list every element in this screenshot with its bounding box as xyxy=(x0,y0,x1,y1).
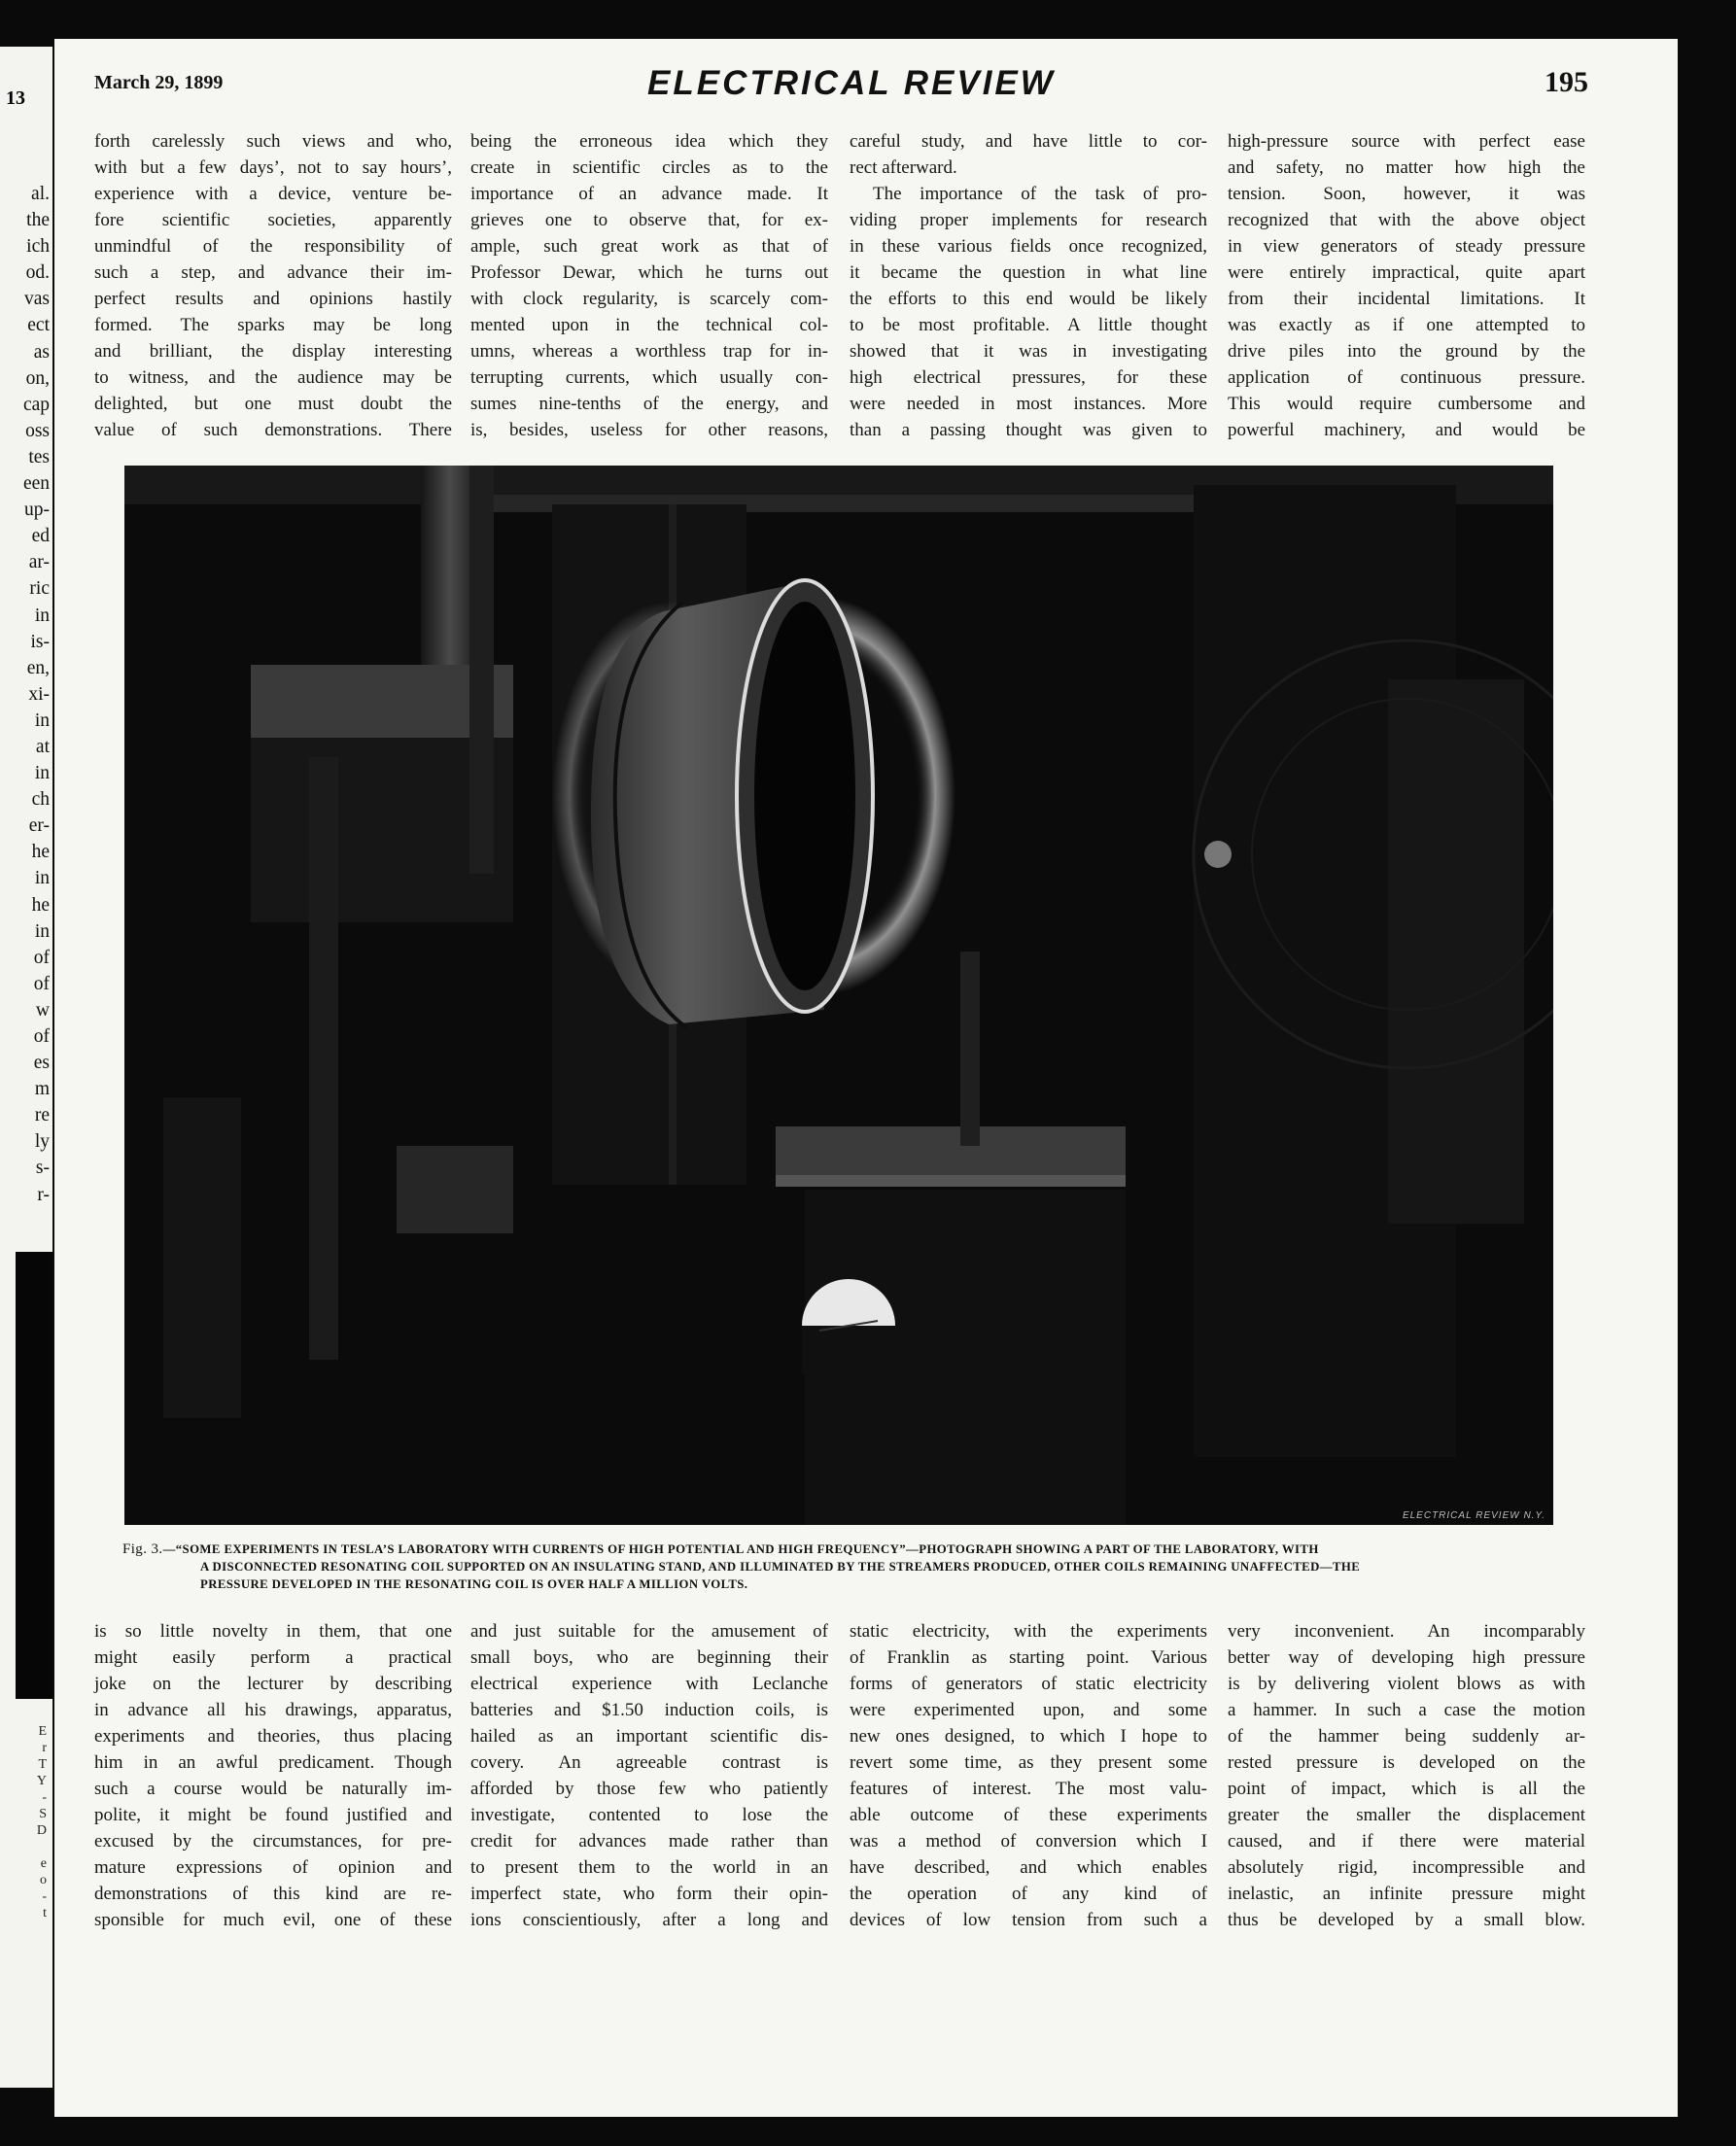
text-line: were experimented upon, and some xyxy=(850,1700,1207,1720)
text-line: was a method of conversion which I xyxy=(850,1831,1207,1852)
text-line: a hammer. In such a case the motion xyxy=(1228,1700,1585,1720)
fragment-text: in xyxy=(34,868,50,889)
text-line: sponsible for much evil, one of these xyxy=(94,1910,452,1930)
text-line: ions conscientiously, after a long and xyxy=(470,1910,828,1930)
text-line: of the hammer being suddenly ar- xyxy=(1228,1726,1585,1747)
text-line: such a step, and advance their im- xyxy=(94,262,452,283)
text-column-bottom-4 xyxy=(1228,1618,1585,1933)
text-line: unmindful of the responsibility of xyxy=(94,236,452,257)
text-line: careful study, and have little to cor- xyxy=(850,131,1207,152)
fragment-text: ric xyxy=(29,578,50,600)
caption-line-3: PRESSURE DEVELOPED IN THE RESONATING COIL IS OVER HALF A MILLION VOLTS. xyxy=(200,1577,748,1591)
text-line: in advance all his drawings, apparatus, xyxy=(94,1700,452,1720)
fragment-text: of xyxy=(33,973,50,994)
text-line: the operation of any kind of xyxy=(850,1884,1207,1904)
text-column-top-2 xyxy=(470,128,828,443)
previous-page-edge xyxy=(0,47,52,2088)
fragment-text: er- xyxy=(28,815,50,837)
text-column-bottom-3 xyxy=(850,1618,1207,1933)
fragment-text: up- xyxy=(24,500,50,521)
caption-line-2: A DISCONNECTED RESONATING COIL SUPPORTED ON AN INSULATING STAND, AND ILLUMINATED BY THE STREAMERS PRODUCED, OTHER COILS REMAINING UNAFFECTED—THE xyxy=(200,1560,1361,1574)
fragment-text: ed xyxy=(31,526,50,547)
text-line: static electricity, with the experiments xyxy=(850,1621,1207,1642)
fragment-text: w xyxy=(35,999,50,1021)
text-line: is, besides, useless for other reasons, xyxy=(470,420,828,440)
text-line: application of continuous pressure. xyxy=(1228,367,1585,388)
fragment-text: m xyxy=(34,1079,50,1100)
fragment-text: in xyxy=(34,710,50,731)
text-line: imperfect state, who form their opin- xyxy=(470,1884,828,1904)
text-line: it became the question in what line xyxy=(850,262,1207,283)
text-line: revert some time, as they present some xyxy=(850,1752,1207,1773)
text-column-top-1 xyxy=(94,128,452,443)
fragment-text: in xyxy=(34,763,50,784)
photo-credit: ELECTRICAL REVIEW N.Y. xyxy=(1402,1510,1545,1521)
text-line: high electrical pressures, for these xyxy=(850,367,1207,388)
text-line: is so little novelty in them, that one xyxy=(94,1621,452,1642)
text-line: forms of generators of static electricity xyxy=(850,1674,1207,1694)
text-line: The importance of the task of pro- xyxy=(873,184,1207,204)
fragment-text: - xyxy=(42,1790,47,1805)
page-number: 195 xyxy=(1545,66,1588,98)
text-line: terrupting currents, which usually con- xyxy=(470,367,828,388)
text-line: in view generators of steady pressure xyxy=(1228,236,1585,257)
photograph-illustration xyxy=(124,466,1553,1525)
fragment-text: as xyxy=(33,341,50,363)
fragment-text: at xyxy=(35,736,50,757)
text-line: hailed as an important scientific dis- xyxy=(470,1726,828,1747)
fragment-text: oss xyxy=(25,420,50,441)
fragment-text: xi- xyxy=(28,683,50,705)
fragment-text: vas xyxy=(24,289,50,310)
text-line: value of such demonstrations. There xyxy=(94,420,452,440)
fragment-text: ly xyxy=(34,1131,50,1153)
text-line: able outcome of these experiments xyxy=(850,1805,1207,1825)
fragment-text: ch xyxy=(31,789,50,811)
text-line: importance of an advance made. It xyxy=(470,184,828,204)
fragment-text: r- xyxy=(37,1184,50,1205)
text-line: from their incidental limitations. It xyxy=(1228,289,1585,309)
text-line: grieves one to observe that, for ex- xyxy=(470,210,828,230)
text-line: showed that it was in investigating xyxy=(850,341,1207,362)
text-column-top-3 xyxy=(850,128,1207,443)
fragment-text: s- xyxy=(35,1158,50,1179)
figure-label: Fig. 3. xyxy=(122,1541,163,1557)
text-line: credit for advances made rather than xyxy=(470,1831,828,1852)
fragment-text: r xyxy=(42,1741,47,1755)
fragment-text: re xyxy=(34,1105,50,1126)
fragment-text: he xyxy=(31,894,50,916)
text-line: covery. An agreeable contrast is xyxy=(470,1752,828,1773)
fragment-text: o xyxy=(40,1873,47,1887)
fragment-text: T xyxy=(38,1757,47,1772)
text-line: were entirely impractical, quite apart xyxy=(1228,262,1585,283)
text-line: greater the smaller the displacement xyxy=(1228,1805,1585,1825)
fragment-text: ich xyxy=(26,236,50,258)
fragment-text: ar- xyxy=(28,552,50,573)
text-line: batteries and $1.50 induction coils, is xyxy=(470,1700,828,1720)
text-line: forth carelessly such views and who, xyxy=(94,131,452,152)
fragment-text: e xyxy=(40,1856,47,1871)
fragment-text: D xyxy=(36,1823,47,1838)
text-line: powerful machinery, and would be xyxy=(1228,420,1585,440)
fragment-text: - xyxy=(42,1889,47,1904)
text-line: drive piles into the ground by the xyxy=(1228,341,1585,362)
fragment-text: S xyxy=(39,1807,47,1821)
text-line: and safety, no matter how high the xyxy=(1228,157,1585,178)
fragment-text: cap xyxy=(22,394,50,415)
text-line: formed. The sparks may be long xyxy=(94,315,452,335)
text-line: experiments and theories, thus placing xyxy=(94,1726,452,1747)
text-line: experience with a device, venture be- xyxy=(94,184,452,204)
fragment-text: in xyxy=(34,920,50,942)
text-line: in these various fields once recognized, xyxy=(850,236,1207,257)
text-line: perfect results and opinions hastily xyxy=(94,289,452,309)
text-line: very inconvenient. An incomparably xyxy=(1228,1621,1585,1642)
text-line: rested pressure is developed on the xyxy=(1228,1752,1585,1773)
publication-title: ELECTRICAL REVIEW xyxy=(647,64,1056,102)
fragment-text: en, xyxy=(26,657,50,678)
fragment-text: E xyxy=(38,1724,47,1739)
text-line: caused, and if there were material xyxy=(1228,1831,1585,1852)
text-line: being the erroneous idea which they xyxy=(470,131,828,152)
text-line: viding proper implements for research xyxy=(850,210,1207,230)
text-line: tension. Soon, however, it was xyxy=(1228,184,1585,204)
fragment-text: tes xyxy=(28,446,50,467)
text-line: joke on the lecturer by describing xyxy=(94,1674,452,1694)
fragment-text: he xyxy=(31,842,50,863)
text-column-bottom-2 xyxy=(470,1618,828,1933)
text-line: features of interest. The most valu- xyxy=(850,1779,1207,1799)
text-line: have described, and which enables xyxy=(850,1857,1207,1878)
text-line: to witness, and the audience may be xyxy=(94,367,452,388)
fragment-text: al. xyxy=(31,184,50,204)
text-line: umns, whereas a worthless trap for in- xyxy=(470,341,828,362)
text-line: point of impact, which is all the xyxy=(1228,1779,1585,1799)
fragment-text: od. xyxy=(25,262,50,284)
caption-line-1: —“SOME EXPERIMENTS IN TESLA’S LABORATORY WITH CURRENTS OF HIGH POTENTIAL AND HIGH FREQUENCY”—PHOTOGRAPH SHOWING A PART OF THE LABORATORY, WITH xyxy=(162,1542,1319,1556)
text-line: This would require cumbersome and xyxy=(1228,394,1585,414)
text-line: Professor Dewar, which he turns out xyxy=(470,262,828,283)
text-line: excused by the circumstances, for pre- xyxy=(94,1831,452,1852)
text-column-top-4 xyxy=(1228,128,1585,443)
text-line: such a course would be naturally im- xyxy=(94,1779,452,1799)
text-line: and just suitable for the amusement of xyxy=(470,1621,828,1642)
text-line: is by delivering violent blows as with xyxy=(1228,1674,1585,1694)
text-line: rect afterward. xyxy=(850,157,957,178)
previous-page-text-fragments xyxy=(23,181,50,1208)
text-line: delighted, but one must doubt the xyxy=(94,394,452,414)
previous-page-dark-band xyxy=(16,1252,52,1699)
fragment-text: is- xyxy=(30,631,50,652)
text-line: to present them to the world in an xyxy=(470,1857,828,1878)
text-line: ample, such great work as that of xyxy=(470,236,828,257)
text-line: high-pressure source with perfect ease xyxy=(1228,131,1585,152)
fragment-text: the xyxy=(26,210,50,231)
text-line: with but a few days’, not to say hours’, xyxy=(94,157,452,178)
fragment-text: in xyxy=(34,605,50,626)
text-line: afforded by those few who patiently xyxy=(470,1779,828,1799)
text-line: better way of developing high pressure xyxy=(1228,1647,1585,1668)
fragment-text: es xyxy=(33,1053,50,1074)
text-line: sumes nine-tenths of the energy, and xyxy=(470,394,828,414)
fragment-text: on, xyxy=(25,367,50,389)
text-line: devices of low tension from such a xyxy=(850,1910,1207,1930)
text-line: recognized that with the above object xyxy=(1228,210,1585,230)
fragment-text: of xyxy=(33,947,50,968)
previous-page-text-fragments-lower xyxy=(37,1723,47,1921)
figure-caption xyxy=(122,1540,1585,1593)
text-line: polite, it might be found justified and xyxy=(94,1805,452,1825)
text-line: than a passing thought was given to xyxy=(850,420,1207,440)
text-line: fore scientific societies, apparently xyxy=(94,210,452,230)
text-line: the efforts to this end would be likely xyxy=(850,289,1207,309)
text-line: inelastic, an infinite pressure might xyxy=(1228,1884,1585,1904)
text-line: thus be developed by a small blow. xyxy=(1228,1910,1585,1930)
fragment-text: of xyxy=(33,1026,50,1047)
issue-date: March 29, 1899 xyxy=(94,72,224,93)
text-line: mature expressions of opinion and xyxy=(94,1857,452,1878)
fragment-text: Y xyxy=(36,1774,47,1788)
text-line: demonstrations of this kind are re- xyxy=(94,1884,452,1904)
fragment-text: t xyxy=(43,1906,47,1921)
text-line: absolutely rigid, incompressible and xyxy=(1228,1857,1585,1878)
text-line: investigate, contented to lose the xyxy=(470,1805,828,1825)
text-line: might easily perform a practical xyxy=(94,1647,452,1668)
text-line: of Franklin as starting point. Various xyxy=(850,1647,1207,1668)
text-line: him in an awful predicament. Though xyxy=(94,1752,452,1773)
text-line: with clock regularity, is scarcely com- xyxy=(470,289,828,309)
text-line: and brilliant, the display interesting xyxy=(94,341,452,362)
text-line: to be most profitable. A little thought xyxy=(850,315,1207,335)
text-line: mented upon in the technical col- xyxy=(470,315,828,335)
laboratory-photograph xyxy=(124,466,1553,1525)
fragment-text: ect xyxy=(27,315,50,336)
text-line: new ones designed, to which I hope to xyxy=(850,1726,1207,1747)
text-line: small boys, who are beginning their xyxy=(470,1647,828,1668)
text-line: electrical experience with Leclanche xyxy=(470,1674,828,1694)
text-line: was exactly as if one attempted to xyxy=(1228,315,1585,335)
text-line: were needed in most instances. More xyxy=(850,394,1207,414)
text-column-bottom-1 xyxy=(94,1618,452,1933)
previous-page-number: 13 xyxy=(6,87,25,109)
fragment-text xyxy=(37,1839,47,1855)
fragment-text: een xyxy=(22,473,50,495)
newspaper-page xyxy=(54,39,1678,2117)
text-line: create in scientific circles as to the xyxy=(470,157,828,178)
